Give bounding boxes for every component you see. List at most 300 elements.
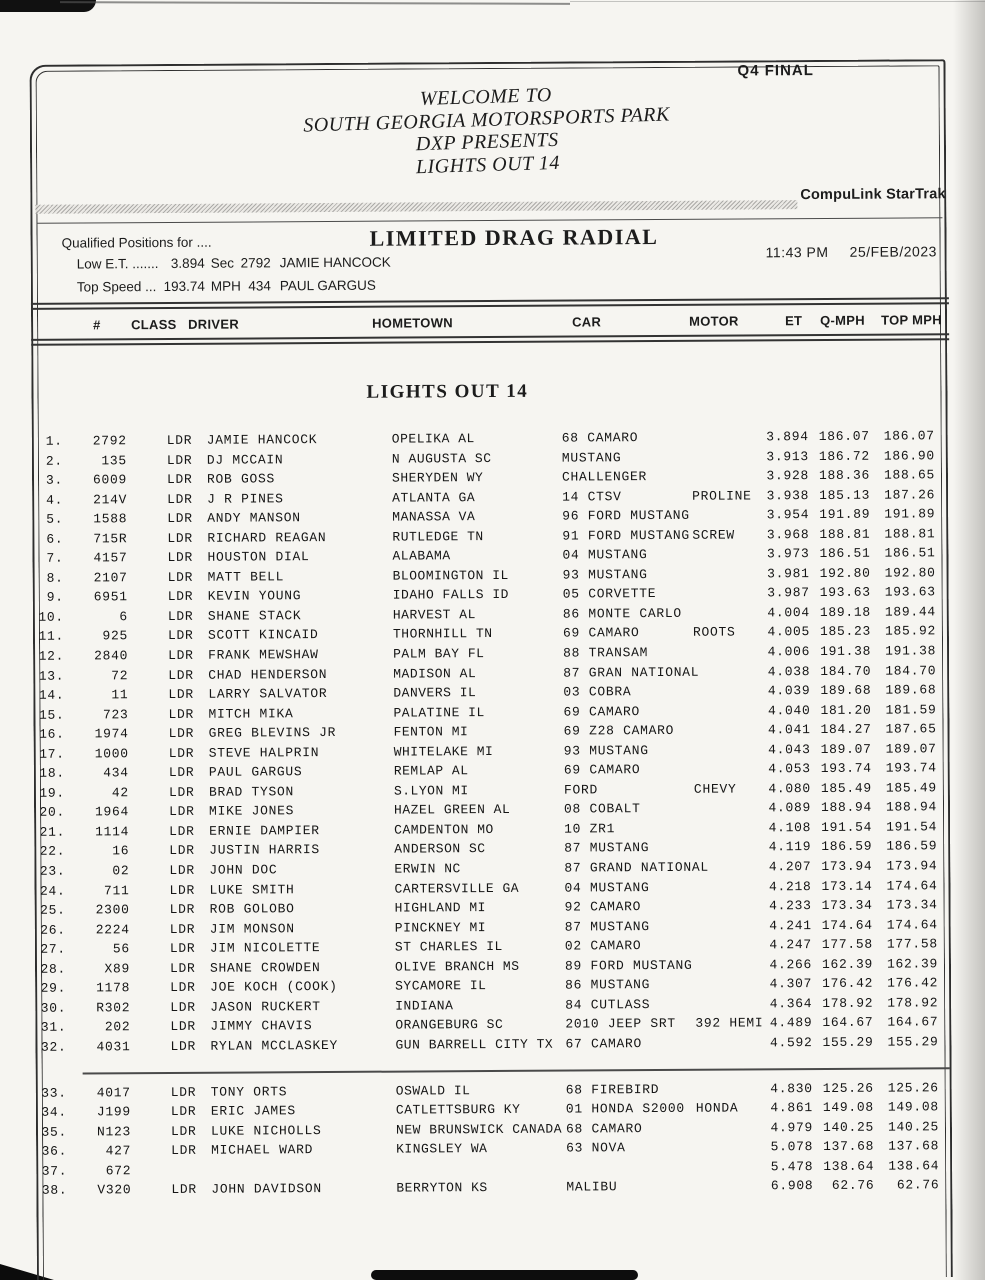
- cell-cls: LDR: [166, 432, 193, 448]
- cell-num: 925: [102, 628, 129, 644]
- cell-et: 4.039: [767, 683, 811, 699]
- cell-home: ATLANTA GA: [392, 489, 476, 506]
- cell-top: 188.94: [885, 799, 938, 815]
- cell-num: 434: [103, 765, 129, 781]
- cell-driver: JOE KOCH (COOK): [210, 979, 338, 996]
- cell-qmph: 193.74: [820, 760, 872, 777]
- cell-num: 72: [111, 667, 129, 683]
- cell-num: 2840: [94, 648, 129, 664]
- cell-num: 427: [105, 1143, 132, 1159]
- cell-home: THORNHILL TN: [392, 626, 493, 643]
- cell-cls: LDR: [169, 882, 196, 898]
- cell-et: 4.830: [770, 1081, 813, 1097]
- cell-car: 68 CAMARO: [561, 430, 639, 446]
- cell-et: 5.478: [770, 1158, 814, 1174]
- cell-driver: ERNIE DAMPIER: [209, 822, 320, 839]
- top-speed-car-number: 434: [248, 278, 271, 294]
- cell-top: 189.44: [884, 604, 936, 620]
- cell-num: 02: [112, 863, 130, 879]
- cell-num: R302: [96, 1000, 131, 1016]
- cell-car: 93 MUSTANG: [563, 742, 649, 759]
- cell-pos: 32.: [40, 1039, 67, 1055]
- cell-cls: LDR: [167, 628, 194, 644]
- cell-car: 87 MUSTANG: [564, 918, 650, 935]
- cell-pos: 30.: [40, 1000, 67, 1016]
- cell-home: IDAHO FALLS ID: [392, 587, 509, 603]
- cell-num: V320: [97, 1182, 132, 1198]
- cell-home: HIGHLAND MI: [394, 900, 487, 916]
- cell-home: HAZEL GREEN AL: [393, 802, 511, 818]
- cell-home: OPELIKA AL: [391, 431, 475, 447]
- cell-motor: HONDA: [695, 1100, 739, 1117]
- cell-driver: KEVIN YOUNG: [207, 588, 302, 605]
- cell-pos: 10.: [38, 609, 64, 625]
- cell-top: 186.07: [883, 428, 935, 444]
- cell-cls: LDR: [170, 1019, 196, 1035]
- welcome-line: SOUTH GEORGIA MOTORSPORTS PARK: [302, 102, 671, 137]
- cell-driver: TONY ORTS: [210, 1084, 288, 1100]
- cell-home: N AUGUSTA SC: [391, 450, 492, 467]
- cell-top: 191.89: [884, 506, 936, 522]
- cell-qmph: 191.89: [819, 506, 871, 523]
- cell-qmph: 188.81: [819, 526, 871, 542]
- cell-car: 67 CAMARO: [565, 1036, 643, 1052]
- cell-qmph: 189.07: [820, 741, 872, 757]
- cell-car: 04 MUSTANG: [564, 879, 650, 896]
- cell-et: 4.005: [767, 624, 811, 640]
- cell-pos: 3.: [45, 472, 64, 488]
- cell-car: 08 COBALT: [563, 801, 641, 817]
- cell-pos: 34.: [41, 1104, 67, 1121]
- cell-car: FORD: [563, 782, 598, 798]
- cell-num: 723: [102, 706, 129, 723]
- cell-top: 184.70: [885, 662, 937, 679]
- cell-pos: 1.: [45, 433, 63, 449]
- cell-qmph: 186.59: [821, 839, 873, 855]
- cell-cls: LDR: [169, 921, 196, 937]
- cell-driver: JAMIE HANCOCK: [206, 432, 318, 448]
- low-et-driver: JAMIE HANCOCK: [279, 254, 391, 271]
- cell-motor: 392 HEMI: [695, 1015, 764, 1032]
- cell-cls: LDR: [169, 862, 195, 879]
- cell-car: 01 HONDA S2000: [565, 1101, 685, 1117]
- cell-qmph: 155.29: [822, 1034, 874, 1050]
- results-rows-main: [0, 426, 985, 1058]
- cell-car: 87 MUSTANG: [564, 840, 650, 857]
- cell-pos: 13.: [38, 668, 65, 684]
- cell-et: 4.041: [767, 722, 811, 738]
- col-header-class: CLASS: [131, 316, 177, 333]
- col-header-car: CAR: [572, 314, 602, 330]
- cell-top: 176.42: [887, 975, 939, 991]
- cell-cls: LDR: [170, 1038, 197, 1054]
- cell-num: 1974: [94, 726, 129, 742]
- cell-driver: HOUSTON DIAL: [207, 549, 310, 566]
- cell-pos: 33.: [41, 1085, 67, 1101]
- cell-et: 4.979: [770, 1119, 814, 1136]
- cell-et: 5.078: [770, 1139, 814, 1155]
- cell-home: MADISON AL: [393, 665, 477, 682]
- cell-top: 174.64: [886, 916, 938, 933]
- print-time: 11:43 PM: [765, 243, 829, 261]
- cell-home: SYCAMORE IL: [395, 978, 487, 994]
- low-et-label: Low E.T. .......: [76, 256, 159, 272]
- cell-top: 188.81: [884, 526, 936, 542]
- cell-car: 68 CAMARO: [565, 1120, 643, 1137]
- cell-driver: JIM MONSON: [209, 920, 295, 937]
- cell-home: OSWALD IL: [395, 1083, 471, 1099]
- col-header-topmph: TOP MPH: [881, 312, 942, 328]
- cell-car: 86 MONTE CARLO: [562, 605, 682, 622]
- cell-car: 04 MUSTANG: [562, 547, 648, 563]
- cell-car: 03 COBRA: [563, 684, 632, 700]
- round-label: Q4 FINAL: [737, 62, 814, 80]
- cell-num: 6009: [92, 472, 128, 488]
- cell-cls: LDR: [169, 960, 196, 976]
- cell-top: 173.94: [886, 858, 938, 874]
- cell-driver: JOHN DOC: [209, 862, 278, 878]
- cell-home: ALABAMA: [392, 548, 451, 564]
- cell-pos: 24.: [39, 883, 66, 899]
- cell-driver: LUKE NICHOLLS: [210, 1122, 322, 1139]
- cell-driver: STEVE HALPRIN: [208, 744, 320, 761]
- cell-top: 186.90: [883, 447, 935, 464]
- top-speed-label: Top Speed ...: [76, 279, 157, 295]
- cell-et: 4.489: [769, 1015, 813, 1031]
- cell-cls: LDR: [170, 999, 196, 1015]
- cell-car: 88 TRANSAM: [563, 645, 649, 661]
- cell-driver: ANDY MANSON: [207, 510, 301, 526]
- cell-driver: JASON RUCKERT: [210, 998, 321, 1015]
- cell-et: 4.040: [767, 702, 811, 718]
- cell-qmph: 184.27: [820, 721, 872, 738]
- cell-cls: LDR: [167, 530, 193, 546]
- cell-driver: ERIC JAMES: [210, 1103, 296, 1120]
- col-header-number: #: [93, 317, 101, 333]
- cell-num: 1000: [94, 745, 129, 762]
- cell-cls: LDR: [168, 765, 195, 781]
- cell-num: 202: [104, 1019, 131, 1035]
- cell-top: 187.65: [885, 721, 937, 737]
- cell-motor: CHEVY: [693, 781, 737, 797]
- cell-driver: GREG BLEVINS JR: [208, 725, 337, 741]
- cell-qmph: 178.92: [822, 995, 874, 1011]
- cell-et: 4.307: [769, 976, 813, 992]
- welcome-line: WELCOME TO: [419, 84, 553, 111]
- cell-cls: LDR: [169, 941, 196, 957]
- cell-top: 187.26: [884, 486, 936, 503]
- cell-car: 92 CAMARO: [564, 899, 642, 915]
- cell-et: 3.987: [767, 585, 810, 601]
- cell-cls: LDR: [168, 667, 194, 683]
- cell-pos: 11.: [38, 629, 65, 645]
- cell-qmph: 186.72: [818, 448, 870, 464]
- cell-et: 3.981: [767, 565, 810, 582]
- cell-car: 69 CAMARO: [563, 703, 640, 720]
- cell-home: DANVERS IL: [393, 685, 477, 701]
- cell-cls: LDR: [167, 608, 194, 624]
- cell-car: 87 GRAN NATIONAL: [563, 664, 700, 681]
- cell-driver: SCOTT KINCAID: [207, 627, 319, 644]
- top-speed-unit: MPH: [210, 278, 241, 294]
- cell-cls: LDR: [166, 452, 193, 468]
- cell-driver: ROB GOSS: [206, 471, 276, 487]
- cell-driver: FRANK MEWSHAW: [208, 647, 319, 663]
- welcome-line: LIGHTS OUT 14: [415, 151, 561, 178]
- cell-home: REMLAP AL: [393, 763, 469, 779]
- cell-driver: JIM NICOLETTE: [209, 940, 321, 956]
- cell-pos: 17.: [39, 746, 65, 762]
- cell-num: 2792: [92, 433, 127, 449]
- cell-num: 711: [103, 882, 130, 898]
- cell-top: 188.65: [883, 467, 936, 483]
- cell-cls: LDR: [170, 1084, 197, 1100]
- cell-pos: 16.: [39, 726, 65, 742]
- cell-et: 4.053: [768, 761, 811, 777]
- cell-top: 164.67: [887, 1014, 939, 1031]
- cell-car: 69 CAMARO: [563, 762, 641, 778]
- cell-home: GUN BARRELL CITY TX: [395, 1036, 554, 1053]
- cell-car: 96 FORD MUSTANG: [562, 507, 690, 524]
- cell-top: 137.68: [888, 1138, 940, 1154]
- cell-pos: 36.: [41, 1143, 68, 1159]
- cell-et: 4.207: [768, 859, 812, 875]
- cell-top: 162.39: [886, 956, 939, 972]
- cell-num: X89: [104, 960, 131, 977]
- cell-cls: LDR: [168, 784, 195, 800]
- cell-num: 135: [101, 452, 127, 468]
- col-header-et: ET: [785, 313, 803, 329]
- cell-cls: LDR: [169, 823, 195, 839]
- cell-pos: 29.: [40, 980, 67, 997]
- cell-home: CAMDENTON MO: [394, 821, 494, 838]
- cell-top: 193.74: [885, 760, 937, 776]
- cell-top: 186.59: [886, 838, 938, 855]
- cell-pos: 38.: [41, 1182, 68, 1198]
- cell-home: PINCKNEY MI: [394, 919, 487, 936]
- cell-home: CARTERSVILLE GA: [394, 880, 520, 897]
- cell-home: ERWIN NC: [394, 861, 461, 877]
- cell-pos: 37.: [41, 1163, 68, 1179]
- cell-num: 1588: [93, 511, 128, 527]
- cell-num: 42: [111, 785, 129, 801]
- cell-pos: 8.: [46, 570, 64, 586]
- cell-home: OLIVE BRANCH MS: [394, 958, 520, 975]
- cell-home: INDIANA: [395, 998, 454, 1014]
- cell-pos: 18.: [39, 765, 65, 782]
- cell-home: RUTLEDGE TN: [392, 528, 484, 545]
- cell-top: 138.64: [888, 1157, 940, 1174]
- cell-pos: 4.: [46, 492, 64, 508]
- cell-driver: MICHAEL WARD: [211, 1142, 314, 1158]
- cell-cls: LDR: [169, 901, 196, 918]
- cell-top: 140.25: [887, 1119, 940, 1135]
- cell-num: 1178: [96, 980, 131, 996]
- cell-car: 10 ZR1: [564, 821, 616, 837]
- cell-num: 6951: [93, 589, 128, 605]
- cell-qmph: 193.63: [819, 585, 871, 601]
- cell-cls: LDR: [167, 589, 194, 605]
- cell-qmph: 186.51: [819, 545, 871, 562]
- cell-et: 4.004: [767, 604, 810, 621]
- cell-home: PALM BAY FL: [393, 646, 485, 662]
- top-speed-driver: PAUL GARGUS: [279, 277, 376, 294]
- cell-qmph: 164.67: [822, 1015, 874, 1031]
- cell-qmph: 174.64: [821, 917, 873, 933]
- cell-motor: ROOTS: [692, 624, 736, 641]
- cell-car: 69 Z28 CAMARO: [563, 723, 675, 739]
- cell-driver: MITCH MIKA: [208, 705, 294, 722]
- cell-num: N123: [96, 1123, 132, 1140]
- cell-cls: LDR: [169, 843, 195, 859]
- cell-qmph: 186.07: [818, 428, 870, 445]
- cell-qmph: 149.08: [822, 1100, 874, 1116]
- cell-car: 89 FORD MUSTANG: [564, 957, 693, 974]
- cell-home: HARVEST AL: [392, 607, 476, 623]
- cell-driver: SHANE STACK: [207, 608, 302, 624]
- cell-pos: 14.: [38, 687, 65, 703]
- cell-cls: LDR: [168, 647, 194, 663]
- cell-et: 4.266: [769, 956, 813, 973]
- cell-home: MANASSA VA: [392, 509, 476, 525]
- cell-pos: 31.: [40, 1020, 67, 1036]
- cell-et: 4.364: [769, 995, 813, 1012]
- cell-cls: LDR: [167, 550, 194, 566]
- cell-qmph: 185.49: [820, 780, 872, 796]
- cell-cls: LDR: [170, 1123, 197, 1139]
- cell-qmph: 173.94: [821, 858, 873, 875]
- cell-pos: 23.: [39, 863, 66, 879]
- cell-top: 177.58: [886, 936, 938, 952]
- cell-home: NEW BRUNSWICK CANADA: [395, 1121, 563, 1138]
- cell-et: 4.241: [769, 917, 812, 933]
- cell-qmph: 138.64: [823, 1158, 875, 1174]
- cell-top: 186.51: [884, 545, 936, 561]
- cell-pos: 22.: [39, 844, 66, 860]
- cell-driver: RICHARD REAGAN: [207, 529, 327, 546]
- cell-num: 2224: [95, 921, 130, 938]
- cell-driver: JOHN DAVIDSON: [211, 1181, 322, 1197]
- cell-pos: 2.: [45, 453, 63, 469]
- col-header-driver: DRIVER: [188, 316, 240, 332]
- cell-driver: PAUL GARGUS: [208, 764, 303, 781]
- cell-pos: 25.: [40, 902, 66, 918]
- cell-qmph: 140.25: [822, 1119, 875, 1135]
- print-date: 25/FEB/2023: [849, 243, 937, 260]
- cell-driver: MATT BELL: [207, 569, 285, 585]
- cell-et: 4.108: [768, 819, 812, 836]
- cell-num: 4157: [93, 550, 128, 566]
- cell-cls: LDR: [167, 511, 193, 527]
- cell-et: 4.218: [768, 878, 812, 894]
- cell-qmph: 62.76: [831, 1177, 875, 1193]
- col-header-qmph: Q-MPH: [820, 312, 865, 328]
- cell-top: 189.07: [885, 741, 937, 757]
- cell-car: 14 CTSV: [562, 488, 622, 505]
- cell-qmph: 191.38: [820, 643, 872, 660]
- cell-num: 1964: [94, 804, 130, 820]
- cell-car: 05 CORVETTE: [562, 586, 657, 602]
- cell-driver: J R PINES: [207, 490, 284, 507]
- cell-et: 3.973: [766, 546, 810, 562]
- cell-qmph: 173.14: [821, 878, 873, 894]
- cell-car: MUSTANG: [561, 449, 622, 466]
- cell-top: 191.54: [886, 819, 938, 835]
- cell-home: BLOOMINGTON IL: [392, 567, 509, 584]
- cell-motor: SCREW: [692, 527, 735, 543]
- cell-et: 3.954: [766, 507, 810, 523]
- cell-num: 4031: [96, 1039, 131, 1055]
- cell-et: 4.043: [768, 741, 811, 758]
- cell-num: 672: [105, 1162, 132, 1178]
- cell-qmph: 176.42: [822, 975, 874, 992]
- cell-pos: 5.: [46, 511, 64, 527]
- cell-home: ST CHARLES IL: [394, 939, 503, 955]
- cell-driver: MIKE JONES: [208, 803, 295, 820]
- cell-pos: 9.: [46, 589, 64, 606]
- cell-home: CATLETTSBURG KY: [395, 1102, 521, 1118]
- cell-cls: LDR: [170, 1104, 197, 1120]
- cell-qmph: 189.18: [819, 604, 871, 620]
- cell-pos: 15.: [38, 707, 65, 723]
- cell-num: 2300: [95, 902, 130, 918]
- cell-cls: LDR: [168, 726, 195, 742]
- cell-car: MALIBU: [566, 1179, 618, 1195]
- cell-top: 192.80: [884, 565, 936, 581]
- cell-num: J199: [96, 1104, 131, 1120]
- cell-pos: 35.: [41, 1124, 68, 1140]
- cell-et: 6.908: [770, 1178, 814, 1194]
- cell-driver: JUSTIN HARRIS: [209, 842, 320, 859]
- low-et-car-number: 2792: [240, 255, 271, 271]
- cell-car: 68 FIREBIRD: [565, 1081, 660, 1098]
- cell-pos: 26.: [40, 922, 66, 938]
- cell-car: 87 GRAND NATIONAL: [564, 859, 709, 876]
- cell-qmph: 188.94: [820, 800, 873, 816]
- cell-driver: JIMMY CHAVIS: [210, 1018, 313, 1035]
- cell-num: 56: [112, 941, 130, 957]
- cell-num: 11: [111, 687, 129, 703]
- top-speed-value: 193.74: [163, 278, 205, 295]
- cell-top: 181.59: [885, 701, 937, 718]
- cell-et: 3.968: [766, 526, 810, 543]
- cell-et: 3.913: [766, 448, 809, 464]
- cell-driver: LARRY SALVATOR: [208, 686, 328, 702]
- event-header: [236, 78, 739, 183]
- cell-pos: 6.: [46, 531, 64, 547]
- cell-top: 149.08: [887, 1099, 939, 1115]
- cell-et: 4.233: [769, 898, 812, 914]
- cell-car: 84 CUTLASS: [565, 996, 651, 1013]
- cell-qmph: 191.54: [821, 819, 873, 835]
- cell-top: 193.63: [884, 584, 936, 600]
- cell-top: 62.76: [896, 1177, 940, 1193]
- cell-cls: LDR: [167, 569, 194, 585]
- cell-driver: ROB GOLOBO: [209, 901, 295, 917]
- cell-et: 4.119: [768, 839, 812, 855]
- results-rows-late: [3, 1078, 985, 1200]
- cell-qmph: 189.68: [820, 682, 872, 699]
- cell-top: 155.29: [887, 1034, 939, 1050]
- cell-driver: CHAD HENDERSON: [208, 666, 328, 683]
- cell-home: PALATINE IL: [393, 704, 485, 721]
- cell-et: 4.080: [768, 780, 811, 797]
- cell-top: 125.26: [887, 1080, 939, 1096]
- cell-et: 3.938: [766, 487, 810, 503]
- cell-pos: 28.: [40, 961, 67, 977]
- cell-num: 1114: [95, 824, 130, 840]
- cell-car: 91 FORD MUSTANG: [562, 527, 690, 544]
